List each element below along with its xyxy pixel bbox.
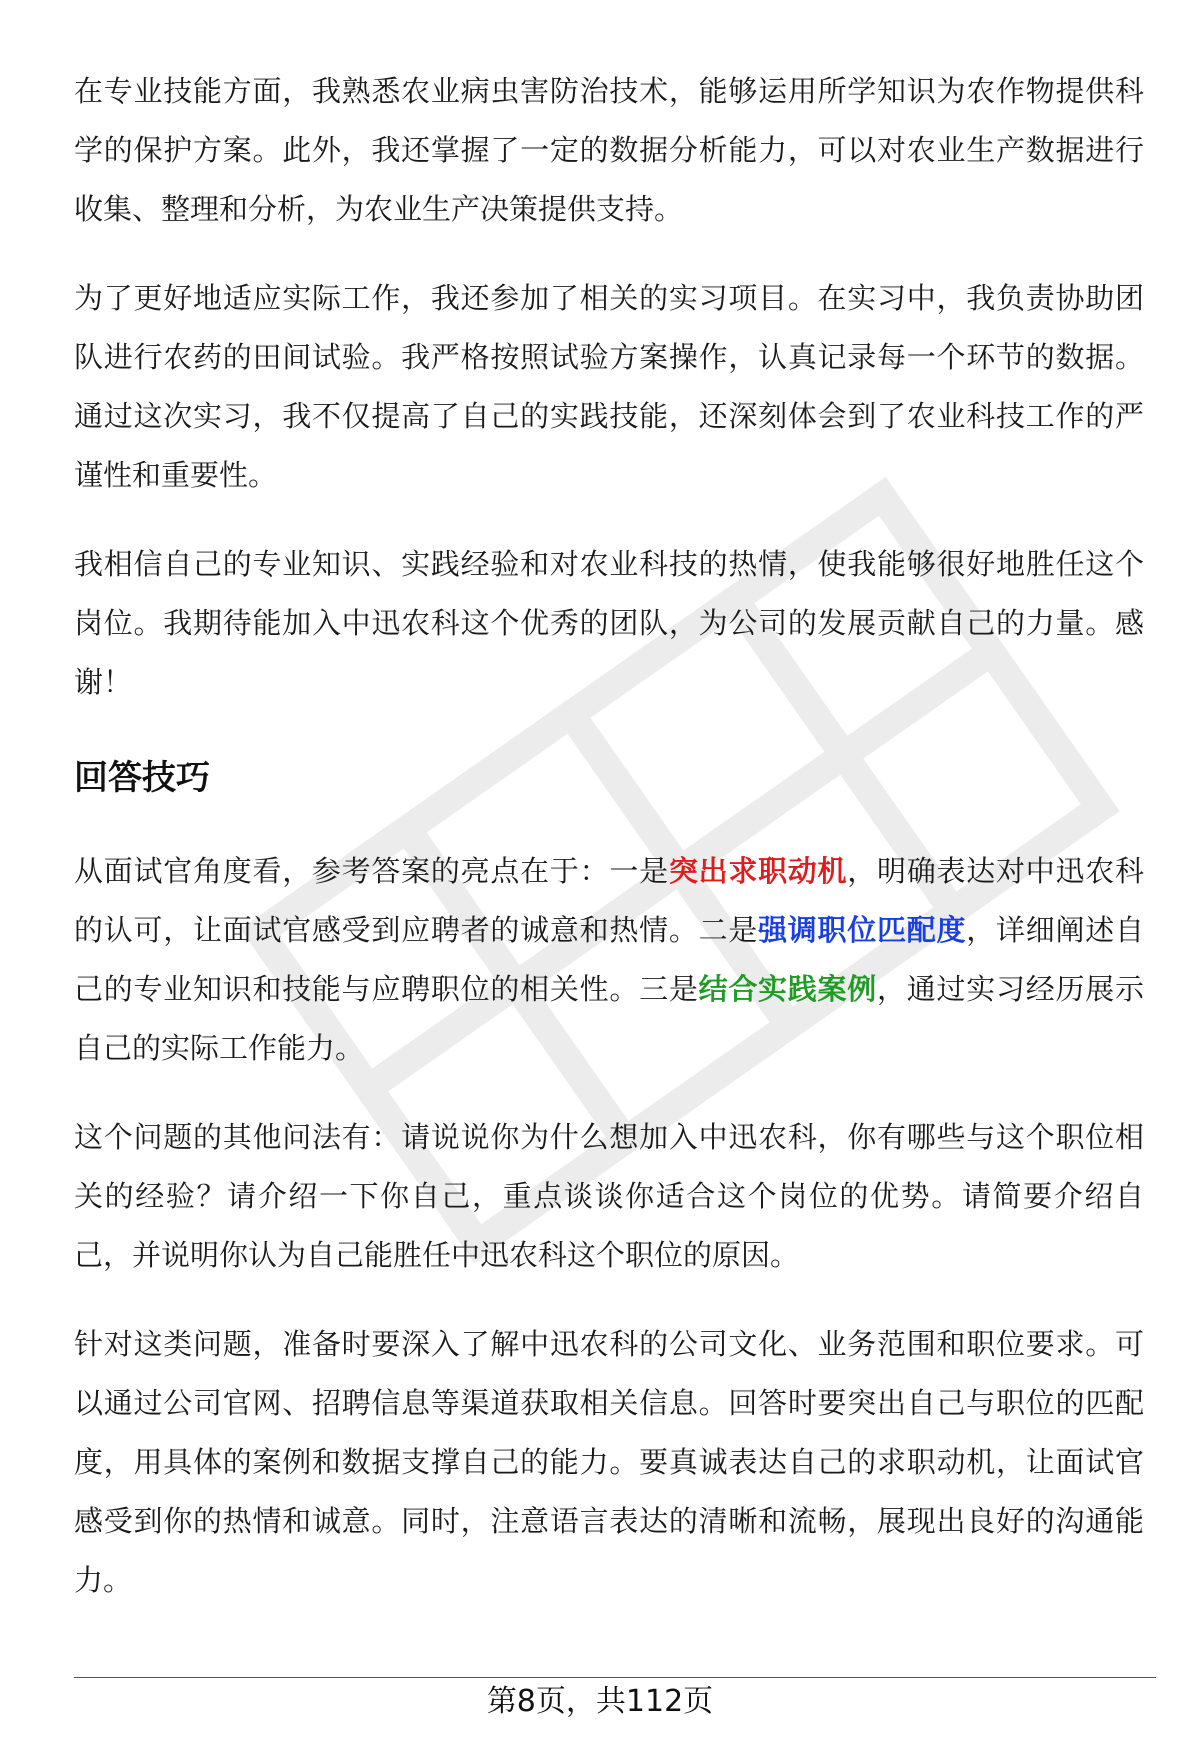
tips-text: ，详细阐述自己的专业知识和技能与应聘职位的相关性。三是	[74, 913, 1144, 1006]
tips-text: ，明确表达对中迅农科的认可，让面试官感受到应聘者的诚意和热情。二是	[74, 854, 1144, 947]
page-number: 第8页，共112页	[486, 1684, 714, 1719]
highlight-job-match: 强调职位匹配度	[758, 913, 967, 947]
tips-text: 从面试官角度看，参考答案的亮点在于：一是	[74, 854, 669, 888]
body-paragraph: 针对这类问题，准备时要深入了解中迅农科的公司文化、业务范围和职位要求。可以通过公司官网、招聘信息等渠道获取相关信息。回答时要突出自己与职位的匹配度，用具体的案例和数据支撑自己的能力。要真诚表达自己的求职动机，让面试官感受到你的热情和诚意。同时，注意语言表达的清晰和流畅，展现出良好的沟通能力。	[74, 1327, 1144, 1597]
document-body	[74, 62, 1144, 1640]
body-paragraph: 为了更好地适应实际工作，我还参加了相关的实习项目。在实习中，我负责协助团队进行农药的田间试验。我严格按照试验方案操作，认真记录每一个环节的数据。通过这次实习，我不仅提高了自己的实践技能，还深刻体会到了农业科技工作的严谨性和重要性。	[74, 281, 1144, 492]
section-heading: 回答技巧	[74, 758, 210, 798]
highlight-practice-case: 结合实践案例	[698, 972, 878, 1006]
footer-divider	[74, 1677, 1156, 1678]
tips-text: ，通过实习经历展示自己的实际工作能力。	[74, 972, 1144, 1065]
tips-paragraph	[74, 842, 1144, 1078]
highlight-motivation: 突出求职动机	[668, 854, 848, 888]
body-paragraph: 我相信自己的专业知识、实践经验和对农业科技的热情，使我能够很好地胜任这个岗位。我期待能加入中迅农科这个优秀的团队，为公司的发展贡献自己的力量。感谢！	[74, 547, 1144, 699]
body-paragraph: 这个问题的其他问法有：请说说你为什么想加入中迅农科，你有哪些与这个职位相关的经验？请介绍一下你自己，重点谈谈你适合这个岗位的优势。请简要介绍自己，并说明你认为自己能胜任中迅农科这个职位的原因。	[74, 1120, 1144, 1272]
body-paragraph: 在专业技能方面，我熟悉农业病虫害防治技术，能够运用所学知识为农作物提供科学的保护方案。此外，我还掌握了一定的数据分析能力，可以对农业生产数据进行收集、整理和分析，为农业生产决策提供支持。	[74, 74, 1144, 226]
